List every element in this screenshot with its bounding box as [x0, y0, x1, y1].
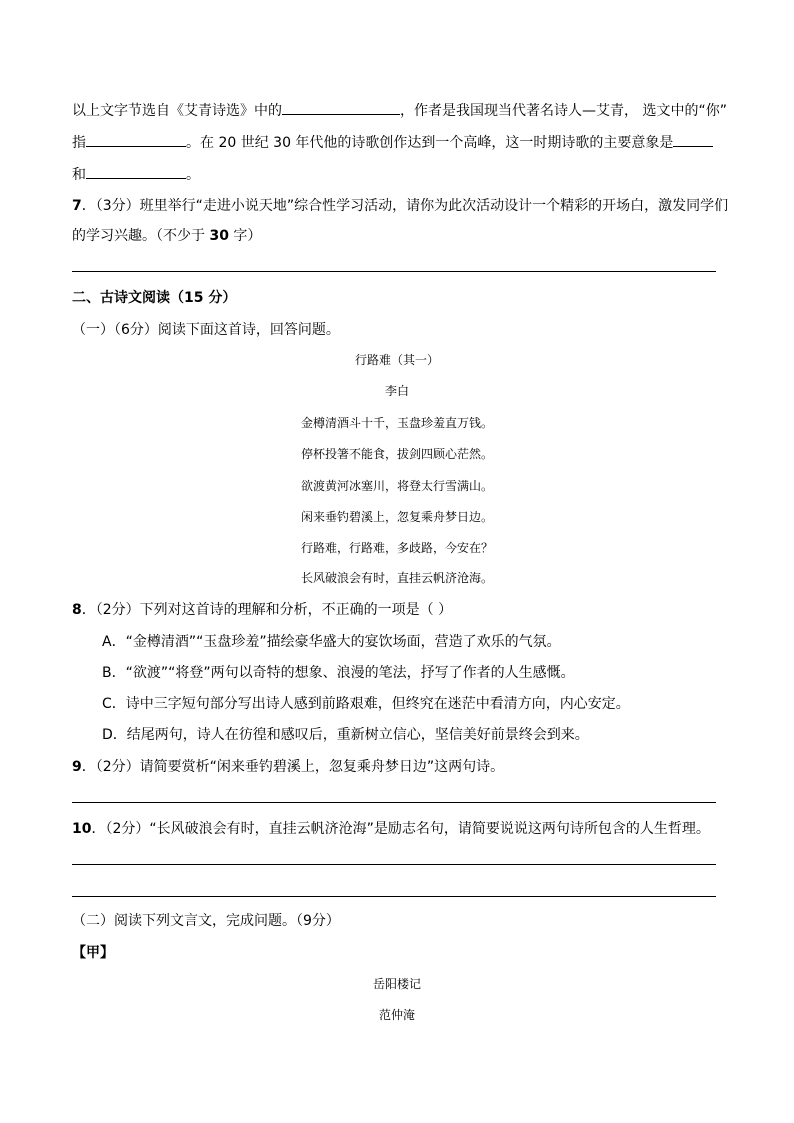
poem-line: 长风破浪会有时，直挂云帆济沧海。: [300, 571, 493, 585]
part-intro: （二）阅读下列文言文，完成问题。（9分）: [72, 913, 340, 929]
answer-line[interactable]: [72, 896, 716, 897]
option-text: “欲渡”“将登”两句以奇特的想象、浪漫的笔法，抒写了作者的人生感慨。: [125, 665, 575, 681]
question-stem: 下列对这首诗的理解和分析，不正确的一项是（ ）: [139, 602, 453, 618]
option-label: B．: [102, 665, 126, 681]
question-stem: 班里举行“走进小说天地”综合性学习活动，请你为此次活动设计一个精彩的开场白，激发同学们: [139, 198, 729, 214]
question-8: [72, 600, 452, 620]
section-title: 二、古诗文阅读（15 分）: [72, 290, 237, 306]
poem-line: 欲渡黄河冰塞川，将登太行雪满山。: [300, 479, 493, 493]
question-10: [72, 819, 710, 839]
option-text: “金樽清酒”“玉盘珍羞”描绘豪华盛大的宴饮场面，营造了欢乐的气氛。: [125, 634, 561, 650]
question-score: ．（2分）: [81, 759, 140, 775]
option-text: 诗中三字短句部分写出诗人感到前路艰难，但终究在迷茫中看清方向，内心安定。: [125, 696, 630, 712]
part-intro: （一）（6分）阅读下面这首诗，回答问题。: [72, 322, 340, 338]
option-a[interactable]: [102, 632, 561, 652]
question-number: 9: [72, 759, 82, 775]
answer-blank[interactable]: [673, 132, 713, 147]
question-score: ．（2分）: [81, 602, 140, 618]
essay-author: 范仲淹: [378, 1008, 415, 1022]
answer-blank[interactable]: [282, 100, 400, 115]
text: 。: [186, 167, 200, 183]
passage-tag: 【甲】: [72, 945, 114, 961]
text: ，作者是我国现当代著名诗人—艾青， 选文中的“你”: [400, 103, 727, 119]
text: 和: [72, 167, 86, 183]
option-d[interactable]: [102, 725, 589, 745]
question-stem: 的学习兴趣。（不少于: [72, 228, 210, 244]
poem-author: 李白: [384, 384, 409, 398]
poem-line: 停杯投箸不能食，拔剑四顾心茫然。: [300, 447, 493, 461]
fill-blank-line-2: [72, 132, 713, 153]
poem-line: 行路难，行路难，多歧路，今安在？: [300, 541, 493, 555]
question-7: [72, 196, 728, 216]
question-stem: 字）: [228, 228, 262, 244]
question-number: 10: [72, 821, 92, 837]
question-score: ．（3分）: [81, 198, 140, 214]
poem-line: 金樽清酒斗十千，玉盘珍羞直万钱。: [300, 416, 493, 430]
fill-blank-line-3: [72, 164, 200, 185]
text: 以上文字节选自《艾青诗选》中的: [72, 103, 282, 119]
question-number: 7: [72, 198, 82, 214]
option-label: D．: [102, 727, 127, 743]
question-7-continued: [72, 226, 261, 246]
option-label: A．: [102, 634, 126, 650]
answer-blank[interactable]: [86, 164, 186, 179]
essay-title: 岳阳楼记: [372, 977, 421, 991]
question-stem: “长风破浪会有时，直挂云帆济沧海”是励志名句，请简要说说这两句诗所包含的人生哲理。: [149, 821, 710, 837]
fill-blank-line-1: [72, 100, 727, 121]
option-c[interactable]: [102, 694, 630, 714]
poem-title: 行路难（其一）: [354, 353, 439, 367]
text: 指: [72, 135, 86, 151]
word-count: 30: [209, 228, 229, 244]
question-number: 8: [72, 602, 82, 618]
option-text: 结尾两句，诗人在彷徨和感叹后，重新树立信心，坚信美好前景终会到来。: [126, 727, 589, 743]
answer-line[interactable]: [72, 802, 716, 803]
poem-line: 闲来垂钓碧溪上，忽复乘舟梦日边。: [300, 510, 493, 524]
answer-blank[interactable]: [86, 132, 186, 147]
answer-line[interactable]: [72, 864, 716, 865]
question-score: ．（2分）: [91, 821, 150, 837]
question-9: [72, 757, 504, 777]
text: 。在 20 世纪 30 年代他的诗歌创作达到一个高峰，这一时期诗歌的主要意象是: [186, 135, 674, 151]
answer-line[interactable]: [72, 271, 716, 272]
option-label: C．: [102, 696, 126, 712]
option-b[interactable]: [102, 663, 575, 683]
question-stem: 请简要赏析“闲来垂钓碧溪上，忽复乘舟梦日边”这两句诗。: [139, 759, 505, 775]
